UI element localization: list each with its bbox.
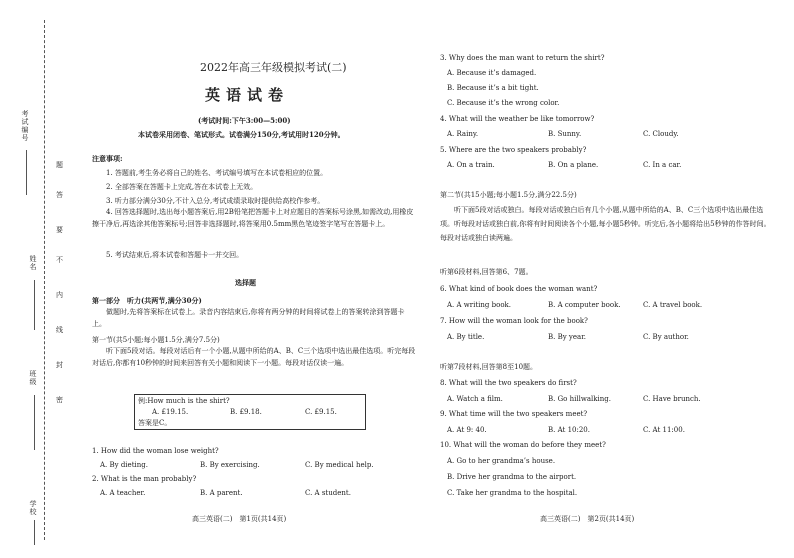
question-5: 5. Where are the two speakers probably?	[440, 146, 587, 154]
note-item: 2. 全部答案在答题卡上完成,答在本试卷上无效。	[106, 183, 258, 191]
q7-option-a: A. By title.	[447, 333, 485, 341]
binding-line	[44, 20, 45, 540]
q1-option-b: B. By exercising.	[200, 461, 260, 469]
question-8: 8. What will the two speakers do first?	[440, 379, 577, 387]
q7-option-b: B. By year.	[548, 333, 586, 341]
q10-option-a: A. Go to her grandma’s house.	[447, 457, 556, 465]
q1-option-a: A. By dieting.	[100, 461, 148, 469]
page-footer-right: 高三英语(二) 第2页(共14页)	[540, 515, 635, 523]
seal-char: 内	[56, 291, 63, 299]
seal-char: 密	[56, 396, 63, 404]
example-answer: 答案是C。	[138, 419, 172, 427]
page-footer-left: 高三英语(二) 第1页(共14页)	[192, 515, 287, 523]
notes-title: 注意事项:	[92, 154, 123, 163]
question-7: 7. How will the woman look for the book?	[440, 317, 588, 325]
name-line	[34, 280, 35, 330]
example-option-a: A. £19.15.	[152, 408, 189, 416]
sec2-intro: 听下面5段对话或独白。每段对话或独白后有几个小题,从题中所给的A、B、C三个选项中选出最佳选项。听每段对话或独白前,你将有时间阅读各个小题,每小题5秒钟。听完后,各小题将给出5秒钟的作答时间。每段对话或独白读两遍。	[440, 206, 771, 242]
note-item: 4. 回答选择题时,选出每小题答案后,用2B铅笔把答题卡上对应题目的答案标号涂黑,如需改动,用橡皮擦干净后,再选涂其他答案标号;回答非选择题时,将答案用0.5mm黑色笔迹签字笔写在答题卡上。	[92, 208, 414, 228]
q10-option-c: C. Take her grandma to the hospital.	[447, 489, 578, 497]
class-line	[34, 395, 35, 450]
school-line	[34, 520, 35, 545]
q4-option-c: C. Cloudy.	[643, 130, 679, 138]
q2-option-a: A. A teacher.	[100, 489, 146, 497]
section-heading: 选择题	[235, 278, 256, 287]
seal-char: 答	[56, 191, 63, 199]
q6-option-a: A. A writing book.	[447, 301, 512, 309]
subject-title: 英语试卷	[205, 86, 290, 104]
seal-char: 不	[56, 256, 63, 264]
seal-char: 题	[56, 161, 63, 169]
question-3: 3. Why does the man want to return the shirt?	[440, 54, 605, 62]
example-option-b: B. £9.18.	[230, 408, 262, 416]
sec1-intro: 听下面5段对话。每段对话后有一个小题,从题中所给的A、B、C三个选项中选出最佳选项。听完每段对话后,你都有10秒钟的时间来回答有关小题和阅读下一小题。每段对话仅读一遍。	[92, 347, 416, 367]
part1-heading: 第一部分 听力(共两节,满分30分)	[92, 296, 202, 305]
q5-option-a: A. On a train.	[447, 161, 495, 169]
q6-option-b: B. A computer book.	[548, 301, 621, 309]
q8-option-b: B. Go hillwalking.	[548, 395, 611, 403]
exam-no-line	[26, 150, 27, 195]
example-option-c: C. £9.15.	[305, 408, 337, 416]
question-1: 1. How did the woman lose weight?	[92, 447, 219, 455]
q5-option-b: B. On a plane.	[548, 161, 599, 169]
q10-option-b: B. Drive her grandma to the airport.	[447, 473, 577, 481]
question-2: 2. What is the man probably?	[92, 475, 197, 483]
sec1-heading: 第一节(共5小题;每小题1.5分,满分7.5分)	[92, 336, 220, 344]
material-6-heading: 听第6段材料,回答第6、7题。	[440, 268, 533, 276]
q4-option-a: A. Rainy.	[447, 130, 479, 138]
q9-option-b: B. At 10:20.	[548, 426, 590, 434]
seal-char: 封	[56, 361, 63, 369]
question-10: 10. What will the woman do before they meet?	[440, 441, 606, 449]
question-6: 6. What kind of book does the woman want?	[440, 285, 598, 293]
q2-option-b: B. A parent.	[200, 489, 243, 497]
q1-option-c: C. By medical help.	[305, 461, 374, 469]
question-9: 9. What time will the two speakers meet?	[440, 410, 588, 418]
note-item: 1. 答题前,考生务必将自己的姓名、考试编号填写在本试卷相应的位置。	[106, 169, 328, 177]
material-7-heading: 听第7段材料,回答第8至10题。	[440, 363, 538, 371]
exam-format: 本试卷采用闭卷、笔试形式。试卷满分150分,考试用时120分钟。	[138, 130, 345, 139]
q6-option-c: C. A travel book.	[643, 301, 703, 309]
q2-option-c: C. A student.	[305, 489, 351, 497]
q3-option-b: B. Because it’s a bit tight.	[447, 84, 539, 92]
note-item: 5. 考试结束后,将本试卷和答题卡一并交回。	[106, 251, 244, 259]
exam-no-label: 考试编号	[21, 110, 29, 142]
part1-intro: 做题时,先将答案标在试卷上。录音内容结束后,你将有两分钟的时间将试卷上的答案转涂到答题卡上。	[92, 308, 405, 328]
example-question: 例:How much is the shirt?	[138, 397, 230, 405]
q3-option-a: A. Because it’s damaged.	[447, 69, 537, 77]
q8-option-a: A. Watch a film.	[447, 395, 503, 403]
q7-option-c: C. By author.	[643, 333, 689, 341]
school-label: 学校	[29, 500, 37, 516]
q3-option-c: C. Because it’s the wrong color.	[447, 99, 560, 107]
question-4: 4. What will the weather be like tomorrow?	[440, 115, 595, 123]
q9-option-c: C. At 11:00.	[643, 426, 685, 434]
exam-title: 2022年高三年级模拟考试(二)	[200, 61, 347, 74]
seal-char: 要	[56, 226, 63, 234]
class-label: 班级	[29, 370, 37, 386]
q8-option-c: C. Have brunch.	[643, 395, 701, 403]
sec2-heading: 第二节(共15小题;每小题1.5分,满分22.5分)	[440, 191, 577, 199]
seal-char: 线	[56, 326, 63, 334]
q9-option-a: A. At 9: 40.	[447, 426, 487, 434]
name-label: 姓名	[29, 255, 37, 271]
q5-option-c: C. In a car.	[643, 161, 682, 169]
exam-time: (考试时间:下午3:00—5:00)	[198, 116, 291, 125]
q4-option-b: B. Sunny.	[548, 130, 582, 138]
note-item: 3. 听力部分满分30分,不计入总分,考试成绩录取时提供给高校作参考。	[106, 197, 325, 205]
